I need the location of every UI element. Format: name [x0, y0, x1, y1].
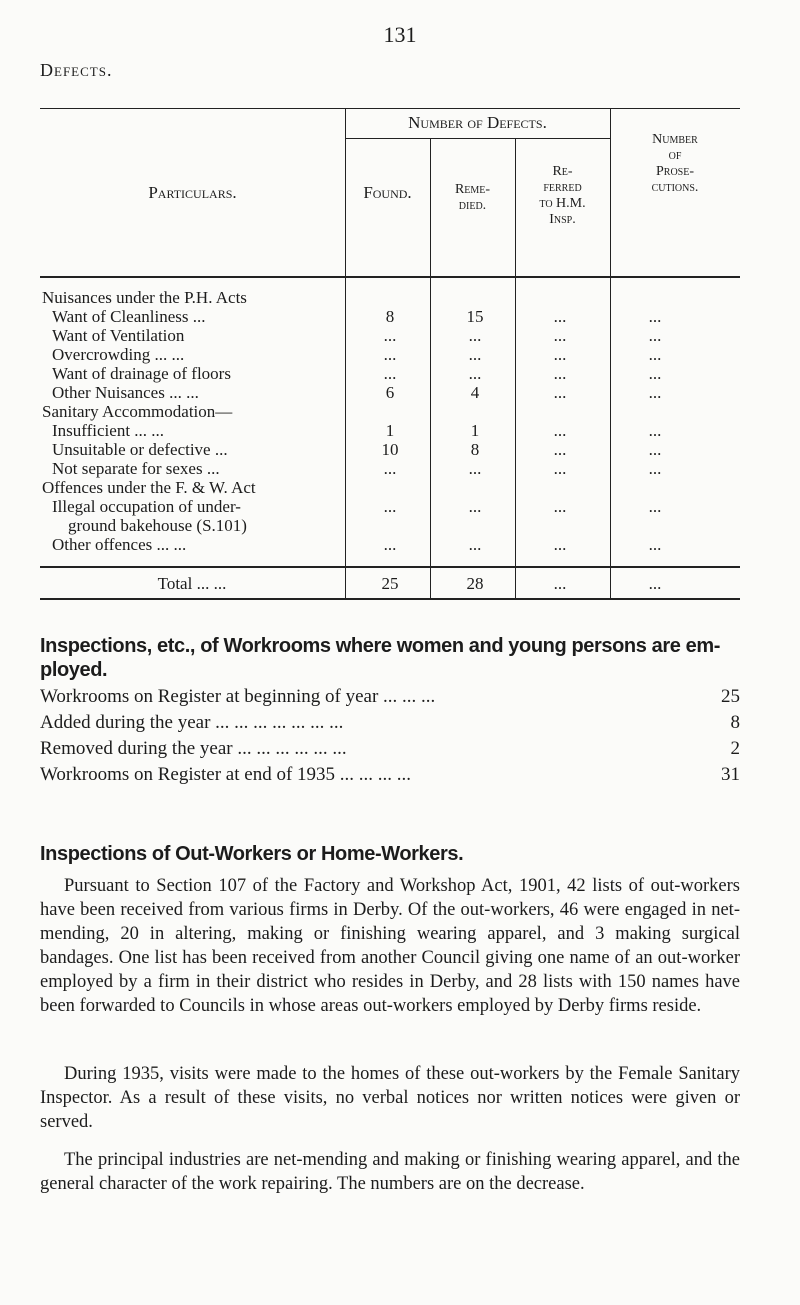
cell-prosecutions: ...	[648, 326, 662, 345]
cell-prosecutions: ...	[648, 383, 662, 402]
register-row	[40, 738, 740, 764]
cell-referred: ...	[553, 459, 567, 478]
cell-remedied: ...	[468, 326, 482, 345]
row-label: Want of Cleanliness ...	[52, 307, 206, 326]
total-found: 25	[381, 574, 399, 593]
cell-remedied: 1	[470, 421, 480, 440]
cell-found: ...	[383, 497, 397, 516]
total-label: Total ... ...	[157, 574, 227, 593]
cell-referred: ...	[553, 497, 567, 516]
table-row	[40, 516, 740, 536]
cell-found: 8	[385, 307, 395, 326]
table-row	[40, 402, 740, 422]
register-value: 8	[730, 712, 740, 733]
table-row	[40, 345, 740, 365]
header-particulars: Particulars.	[148, 183, 237, 202]
register-value: 25	[721, 686, 740, 707]
cell-found: ...	[383, 459, 397, 478]
cell-found: ...	[383, 535, 397, 554]
cell-remedied: ...	[468, 364, 482, 383]
row-label: Other offences ... ...	[52, 535, 187, 554]
workrooms-heading: Inspections, etc., of Workrooms where women and young persons are em- ployed.	[40, 635, 720, 681]
cell-prosecutions: ...	[648, 440, 662, 459]
cell-found: 10	[381, 440, 399, 459]
workrooms-register	[40, 686, 740, 790]
outworkers-heading: Inspections of Out-Workers or Home-Workers.	[40, 843, 464, 865]
header-bottom-rule	[40, 276, 740, 278]
table-bottom-rule	[40, 598, 740, 600]
row-label: ground bakehouse (S.101)	[68, 516, 247, 535]
table-row	[40, 383, 740, 403]
cell-prosecutions: ...	[648, 459, 662, 478]
cell-remedied: 15	[466, 307, 484, 326]
table-row	[40, 364, 740, 384]
cell-referred: ...	[553, 326, 567, 345]
row-label: Want of drainage of floors	[52, 364, 231, 383]
cell-found: ...	[383, 364, 397, 383]
header-referred: Re- ferred to H.M. Insp.	[539, 164, 586, 227]
table-row	[40, 307, 740, 327]
cell-prosecutions: ...	[648, 345, 662, 364]
total-referred: ...	[553, 574, 567, 593]
register-label: Added during the year ... ... ... ... ... ... ...	[40, 712, 344, 733]
group-underline	[345, 138, 610, 139]
cell-found: ...	[383, 345, 397, 364]
row-label: Insufficient ... ...	[52, 421, 165, 440]
table-row	[40, 288, 740, 308]
cell-prosecutions: ...	[648, 497, 662, 516]
cell-referred: ...	[553, 421, 567, 440]
cell-referred: ...	[553, 535, 567, 554]
cell-prosecutions: ...	[648, 307, 662, 326]
cell-found: ...	[383, 326, 397, 345]
cell-remedied: ...	[468, 497, 482, 516]
table-row	[40, 459, 740, 479]
header-prosecutions: Number of Prose- cutions.	[651, 132, 699, 195]
table-row	[40, 535, 740, 555]
row-label: Offences under the F. & W. Act	[42, 478, 256, 497]
register-value: 31	[721, 764, 740, 785]
cell-remedied: 4	[470, 383, 480, 402]
row-label: Sanitary Accommodation—	[42, 402, 233, 421]
row-label: Want of Ventilation	[52, 326, 185, 345]
cell-found: 6	[385, 383, 395, 402]
cell-referred: ...	[553, 307, 567, 326]
row-label: Other Nuisances ... ...	[52, 383, 199, 402]
register-row	[40, 764, 740, 790]
cell-prosecutions: ...	[648, 535, 662, 554]
cell-referred: ...	[553, 440, 567, 459]
cell-remedied: 8	[470, 440, 480, 459]
table-top-rule	[40, 108, 740, 109]
cell-prosecutions: ...	[648, 421, 662, 440]
row-label: Unsuitable or defective ...	[52, 440, 228, 459]
table-row	[40, 326, 740, 346]
outworkers-paragraph-3: The principal industries are net-mending and making or finishing wearing apparel, and the general character of the work repairing. The numbers are on the decrease.	[40, 1150, 740, 1194]
cell-found: 1	[385, 421, 395, 440]
row-label: Nuisances under the P.H. Acts	[42, 288, 247, 307]
cell-remedied: ...	[468, 459, 482, 478]
section-title: Defects.	[40, 60, 113, 80]
register-label: Removed during the year ... ... ... ... ... ...	[40, 738, 347, 759]
table-total-row	[40, 574, 740, 594]
row-label: Overcrowding ... ...	[52, 345, 185, 364]
header-found: Found.	[363, 183, 412, 202]
table-row	[40, 421, 740, 441]
page-number: 131	[383, 22, 417, 47]
cell-prosecutions: ...	[648, 364, 662, 383]
total-prosecutions: ...	[648, 574, 662, 593]
register-row	[40, 712, 740, 738]
defects-table	[40, 108, 740, 608]
total-remedied: 28	[466, 574, 484, 593]
outworkers-paragraph-2: During 1935, visits were made to the homes of these out-workers by the Female Sanitary Inspector. As a result of these visits, no verbal notices nor written notices were given or served.	[40, 1064, 740, 1132]
row-label: Illegal occupation of under-	[52, 497, 241, 516]
cell-remedied: ...	[468, 345, 482, 364]
header-number-of-defects: Number of Defects.	[408, 113, 547, 132]
cell-referred: ...	[553, 345, 567, 364]
header-remedied: Reme- died.	[454, 182, 491, 213]
cell-referred: ...	[553, 364, 567, 383]
cell-remedied: ...	[468, 535, 482, 554]
register-value: 2	[730, 738, 740, 759]
outworkers-paragraph-1: Pursuant to Section 107 of the Factory and Workshop Act, 1901, 42 lists of out-workers have been received from various firms in Derby. Of the out-workers, 46 were engaged in net-mending, 20 in altering, making or finishing wearing apparel, and 3 making surgical bandages. One list has been received from another Council giving one name of an out-worker employed by a firm in their district who resides in Derby, and 28 lists with 150 names have been forwarded to Councils in whose areas out-workers employed by Derby firms reside.	[40, 876, 740, 1016]
table-row	[40, 478, 740, 498]
register-row	[40, 686, 740, 712]
table-row	[40, 497, 740, 517]
table-row	[40, 440, 740, 460]
total-top-rule	[40, 566, 740, 568]
cell-referred: ...	[553, 383, 567, 402]
register-label: Workrooms on Register at beginning of year ... ... ...	[40, 686, 436, 707]
row-label: Not separate for sexes ...	[52, 459, 220, 478]
register-label: Workrooms on Register at end of 1935 ... ... ... ...	[40, 764, 412, 785]
